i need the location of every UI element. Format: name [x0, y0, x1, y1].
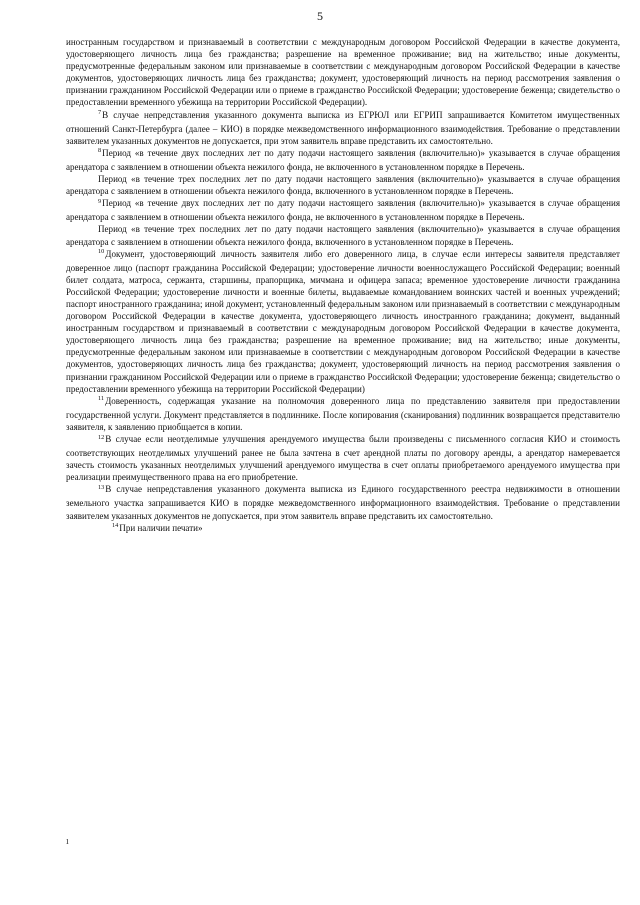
paragraph-text: В случае если неотделимые улучшения арендуемого имущества были произведены с письменного согласия КИО и стоимость соответствующих неотделимых улучшений ранее не была зачтена в счет арендной платы по договору аренды, а арендатор намеревается зачесть стоимость указанных неотделимых улучшений арендуемого имущества в счет оплаты приобретаемого арендуемого имущества при реализации преимущественного права на его приобретение. — [66, 434, 620, 483]
paragraph — [66, 36, 620, 109]
document-body — [66, 36, 620, 536]
paragraph-text: Период «в течение трех последних лет по дату подачи настоящего заявления (включительно)» указывается в случае обращения арендатора с заявлением в отношении объекта нежилого фонда, включенного в установленном порядке в Перечень. — [66, 174, 620, 197]
paragraph-text: иностранным государством и признаваемый в соответствии с международным договором Российской Федерации в качестве документа, удостоверяющего личность лица без гражданства; разрешение на временное проживание; вид на жительство; иные документы, предусмотренные федеральным законом или признаваемые в соответствии с международным договором Российской Федерации в качестве документов, удостоверяющих личность лица без гражданства; документ, удостоверяющий личность на период рассмотрения заявления о признании гражданином Российской Федерации или о приеме в гражданство Российской Федерации; удостоверение беженца; свидетельство о предоставлении временного убежища на территории Российской Федерации). — [66, 37, 620, 108]
paragraph-text: При наличии печати» — [119, 522, 203, 533]
paragraph-text: Доверенность, содержащая указание на полномочия доверенного лица по представлению заявителя при предоставлении государственной услуги. Документ представляется в подлиннике. После копирования (сканирования) подлинник возвращается представителю заявителя, к заявлению приобщается в копии. — [66, 395, 620, 432]
footnote-7 — [66, 109, 620, 147]
footnote-13 — [66, 483, 620, 521]
footnote-9 — [66, 197, 620, 223]
footnote-12 — [66, 433, 620, 483]
paragraph-text: В случае непредставления указанного документа выписка из Единого государственного реестра недвижимости в отношении земельного участка запрашивается КИО в порядке межведомственного информационного взаимодействия. Требование о представлении заявителем указанных документов не допускается, при этом заявитель вправе представить их самостоятельно. — [66, 484, 620, 521]
paragraph-text: Документ, удостоверяющий личность заявителя либо его доверенного лица, в случае если интересы заявителя представляет доверенное лицо (паспорт гражданина Российской Федерации; удостоверение личности военнослужащего Российской Федерации; военный билет солдата, матроса, сержанта, старшины, прапорщика, мичмана и офицера запаса; временное удостоверение личности гражданина Российской Федерации; удостоверение личности и военные билеты, выдаваемые командованием воинских частей и военных учреждений; паспорт иностранного гражданина; иной документ, установленный федеральным законом или признаваемый в соответствии с международным договором Российской Федерации в качестве документа, удостоверяющего личность иностранного гражданина; документ, выданный иностранным государством и признаваемый в соответствии с международным договором Российской Федерации в качестве документа, удостоверяющего личность лица без гражданства; разрешение на временное проживание; вид на жительство; иные документы, предусмотренные федеральным законом или признаваемые в соответствии с международным договором Российской Федерации в качестве документов, удостоверяющих личность лица без гражданства; документ, удостоверяющий личность на период рассмотрения заявления о признании гражданином Российской Федерации или о приеме в гражданство Российской Федерации; удостоверение беженца; свидетельство о предоставлении временного убежища на территории Российской Федерации) — [66, 248, 620, 394]
footnote-marker: 14 — [112, 522, 119, 530]
footnote-marker: 12 — [98, 433, 105, 441]
footnote-14 — [66, 522, 620, 536]
footnote-marker: 7 — [98, 109, 102, 117]
footnote-11 — [66, 395, 620, 433]
footnote-marker: 11 — [98, 395, 105, 403]
paragraph-text: Период «в течение трех последних лет по дату подачи настоящего заявления (включительно)» указывается в случае обращения арендатора с заявлением в отношении объекта нежилого фонда, включенного в установленном порядке в Перечень. — [66, 224, 620, 247]
paragraph-text: Период «в течение двух последних лет по дату подачи настоящего заявления (включительно)» указывается в случае обращения арендатора с заявлением в отношении объекта нежилого фонда, не включенного в установленном порядке в Перечень. — [66, 198, 620, 223]
footnote-10 — [66, 248, 620, 395]
paragraph — [66, 173, 620, 197]
scan-artifact: ı — [66, 836, 69, 847]
page-number: 5 — [317, 9, 323, 23]
footnote-8 — [66, 147, 620, 173]
footnote-marker: 10 — [98, 248, 105, 256]
footnote-marker: 9 — [98, 197, 102, 205]
paragraph — [66, 223, 620, 247]
footnote-marker: 13 — [98, 483, 105, 491]
footnote-marker: 8 — [98, 147, 102, 155]
paragraph-text: Период «в течение двух последних лет по дату подачи настоящего заявления (включительно)» указывается в случае обращения арендатора с заявлением в отношении объекта нежилого фонда, не включенного в установленном порядке в Перечень. — [66, 147, 620, 172]
paragraph-text: В случае непредставления указанного документа выписка из ЕГРЮЛ или ЕГРИП запрашивается Комитетом имущественных отношений Санкт-Петербурга (далее – КИО) в порядке межведомственного информационного взаимодействия. Требование о представлении заявителем указанных документов не допускается, при этом заявитель вправе представить их самостоятельно. — [66, 109, 620, 146]
